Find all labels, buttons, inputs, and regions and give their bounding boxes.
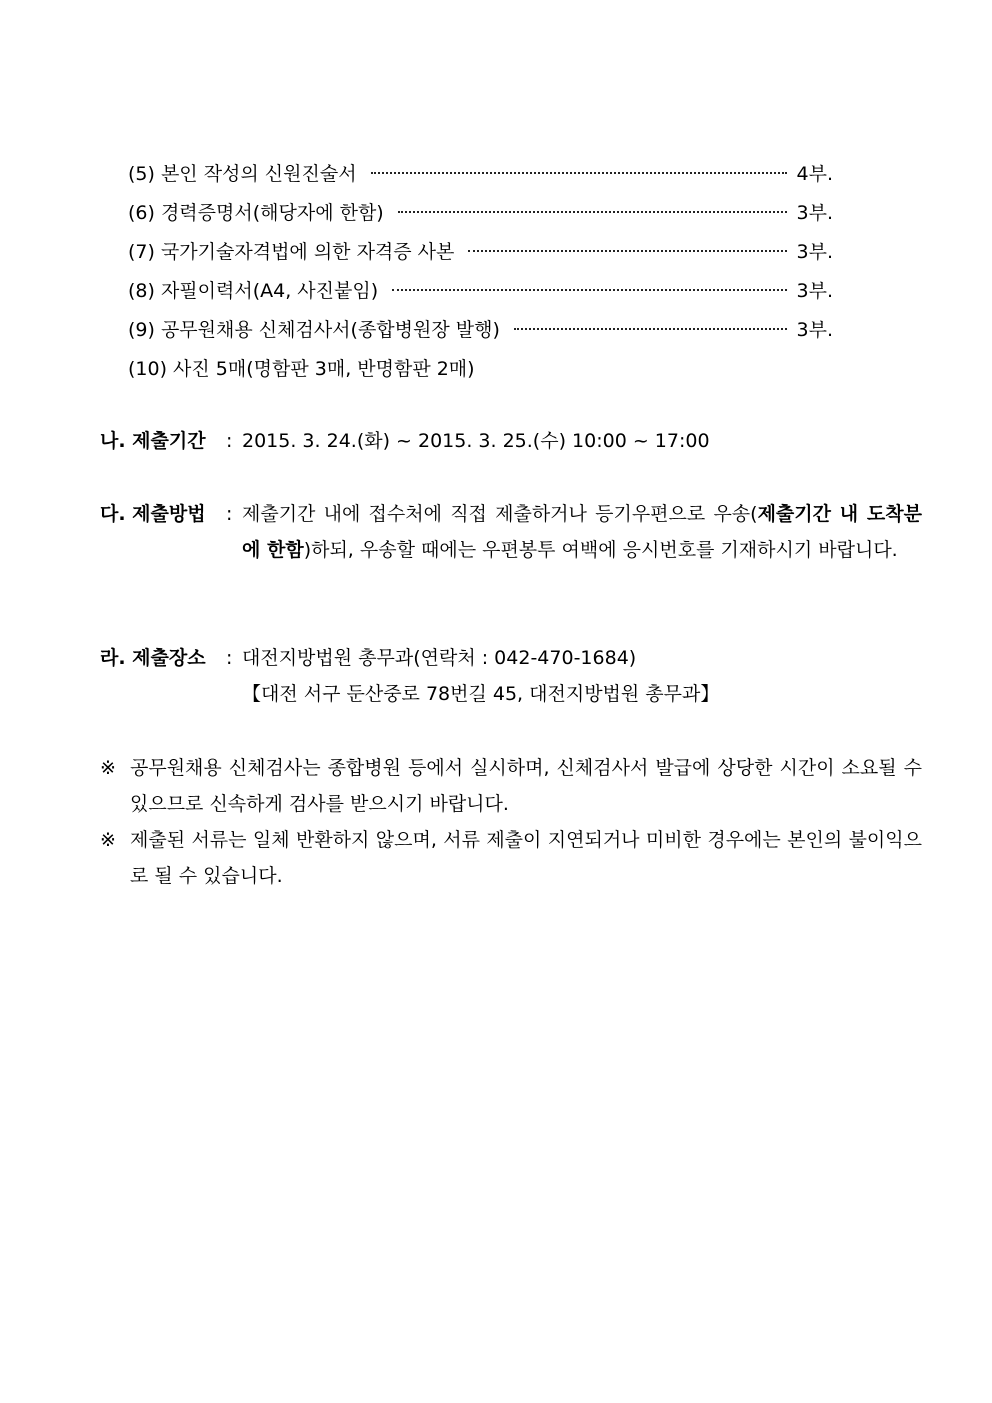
- document-item: [128, 316, 833, 355]
- period-text: 2015. 3. 24.(화) ~ 2015. 3. 25.(수) 10:00 ~ 17:00: [242, 430, 710, 452]
- document-label: (5) 본인 작성의 신원진술서: [128, 163, 357, 185]
- document-list: [128, 160, 833, 394]
- document-item: [128, 160, 833, 199]
- section-heading: 라. 제출장소: [100, 647, 206, 669]
- note-item: [100, 750, 922, 822]
- submission-method: [100, 496, 922, 568]
- document-label: (9) 공무원채용 신체검사서(종합병원장 발행): [128, 319, 500, 341]
- note-text: 공무원채용 신체검사는 종합병원 등에서 실시하며, 신체검사서 발급에 상당한 시간이 소요될 수 있으므로 신속하게 검사를 받으시기 바랍니다.: [130, 757, 922, 815]
- note-item: [100, 822, 922, 894]
- document-count: 3부.: [796, 202, 833, 224]
- submission-period: [100, 423, 922, 459]
- document-count: 3부.: [796, 280, 833, 302]
- leader-dots: [468, 250, 786, 252]
- section-colon: :: [226, 430, 233, 452]
- document-label: (6) 경력증명서(해당자에 한함): [128, 202, 384, 224]
- section-heading: 나. 제출기간: [100, 430, 206, 452]
- place-address: 【대전 서구 둔산중로 78번길 45, 대전지방법원 총무과】: [242, 683, 720, 705]
- section-heading: 다. 제출방법: [100, 503, 206, 525]
- method-text-emphasis: 제출기간 내 도착분에 한함: [242, 503, 922, 561]
- document-item: [128, 199, 833, 238]
- note-text: 제출된 서류는 일체 반환하지 않으며, 서류 제출이 지연되거나 미비한 경우에는 본인의 불이익으로 될 수 있습니다.: [130, 829, 922, 887]
- document-label: (8) 자필이력서(A4, 사진붙임): [128, 280, 379, 302]
- place-text: [242, 640, 922, 712]
- note-mark: ※: [100, 757, 116, 779]
- photo-label: (10) 사진 5매(명함판 3매, 반명함판 2매): [128, 358, 475, 380]
- leader-dots: [514, 328, 787, 330]
- place-contact: 대전지방법원 총무과(연락처 : 042-470-1684): [242, 647, 637, 669]
- note-mark: ※: [100, 829, 116, 851]
- method-text-after: )하되, 우송할 때에는 우편봉투 여백에 응시번호를 기재하시기 바랍니다.: [303, 539, 898, 561]
- photo-item: [128, 355, 833, 394]
- document-item: [128, 277, 833, 316]
- document-count: 3부.: [796, 319, 833, 341]
- method-text-before: 제출기간 내에 접수처에 직접 제출하거나 등기우편으로 우송(: [242, 503, 758, 525]
- leader-dots: [392, 289, 786, 291]
- document-label: (7) 국가기술자격법에 의한 자격증 사본: [128, 241, 455, 263]
- method-text: [242, 496, 922, 568]
- leader-dots: [371, 172, 787, 174]
- document-count: 3부.: [796, 241, 833, 263]
- submission-place: [100, 640, 922, 712]
- leader-dots: [398, 211, 787, 213]
- section-colon: :: [226, 503, 233, 525]
- notes: [100, 750, 922, 894]
- document-item: [128, 238, 833, 277]
- section-colon: :: [226, 647, 233, 669]
- document-count: 4부.: [796, 163, 833, 185]
